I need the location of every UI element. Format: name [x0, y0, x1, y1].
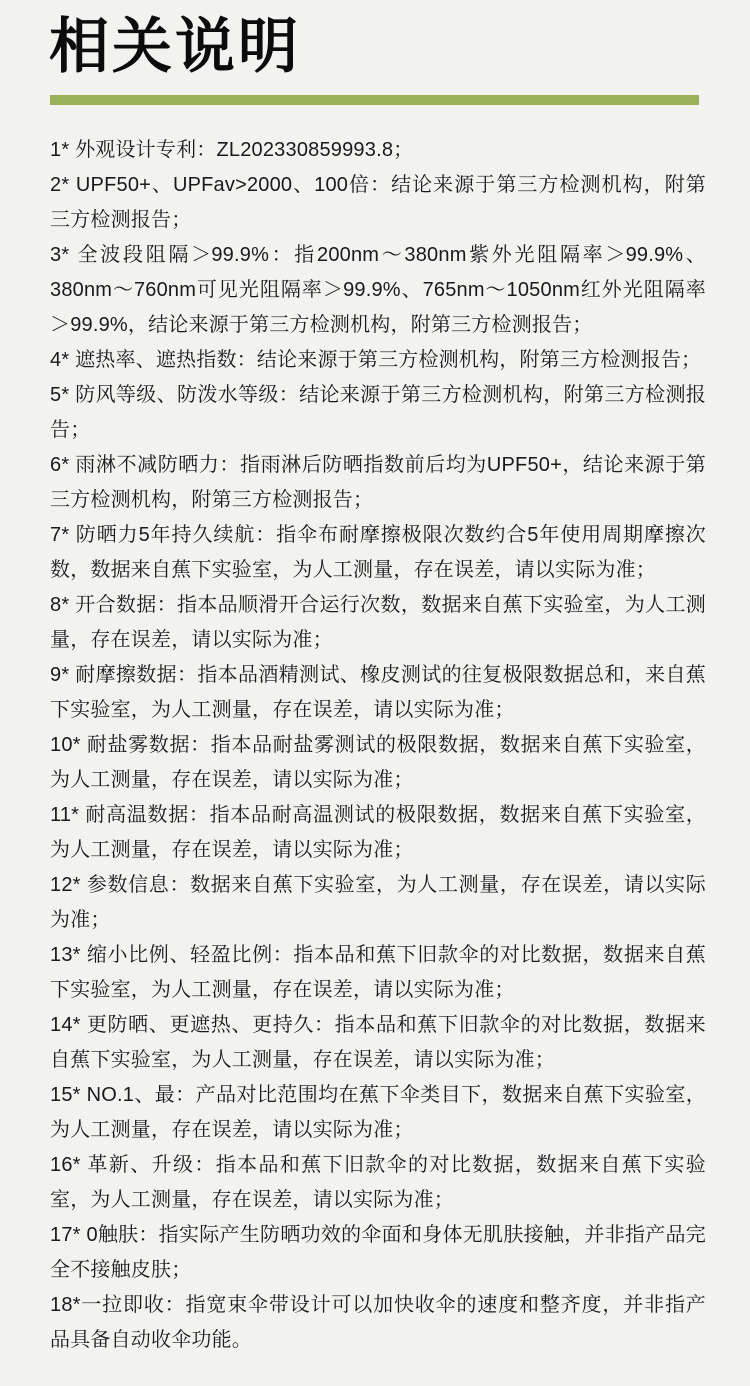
note-item-17: 17* 0触肤：指实际产生防晒功效的伞面和身体无肌肤接触，并非指产品完全不接触皮肤；: [50, 1224, 706, 1281]
notes-list: [50, 133, 706, 1358]
note-item-12: 12* 参数信息：数据来自蕉下实验室，为人工测量，存在误差，请以实际为准；: [50, 874, 706, 931]
note-item-18: 18*一拉即收：指宽束伞带设计可以加快收伞的速度和整齐度，并非指产品具备自动收伞功能。: [50, 1294, 706, 1351]
page-title: 相关说明: [49, 13, 301, 80]
title-underline-bar: [50, 95, 699, 105]
note-item-2: 2* UPF50+、UPFav>2000、100倍：结论来源于第三方检测机构，附第三方检测报告；: [50, 174, 706, 231]
note-item-8: 8* 开合数据：指本品顺滑开合运行次数，数据来自蕉下实验室，为人工测量，存在误差，请以实际为准；: [50, 594, 706, 651]
note-item-6: 6* 雨淋不减防晒力：指雨淋后防晒指数前后均为UPF50+，结论来源于第三方检测机构，附第三方检测报告；: [50, 454, 706, 511]
note-item-7: 7* 防晒力5年持久续航：指伞布耐摩擦极限次数约合5年使用周期摩擦次数，数据来自蕉下实验室，为人工测量，存在误差，请以实际为准；: [50, 524, 706, 581]
note-item-9: 9* 耐摩擦数据：指本品酒精测试、橡皮测试的往复极限数据总和，来自蕉下实验室，为人工测量，存在误差，请以实际为准；: [50, 664, 706, 721]
note-item-3: 3* 全波段阻隔＞99.9%：指200nm～380nm紫外光阻隔率＞99.9%、380nm～760nm可见光阻隔率＞99.9%、765nm～1050nm红外光阻隔率＞99.9%，结论来源于第三方检测机构，附第三方检测报告；: [50, 244, 706, 336]
note-item-1: 1* 外观设计专利：ZL202330859993.8；: [50, 139, 414, 161]
note-item-10: 10* 耐盐雾数据：指本品耐盐雾测试的极限数据，数据来自蕉下实验室，为人工测量，存在误差，请以实际为准；: [50, 734, 706, 791]
note-item-14: 14* 更防晒、更遮热、更持久：指本品和蕉下旧款伞的对比数据，数据来自蕉下实验室，为人工测量，存在误差，请以实际为准；: [50, 1014, 706, 1071]
note-item-16: 16* 革新、升级：指本品和蕉下旧款伞的对比数据，数据来自蕉下实验室，为人工测量，存在误差，请以实际为准；: [50, 1154, 706, 1211]
note-item-13: 13* 缩小比例、轻盈比例：指本品和蕉下旧款伞的对比数据，数据来自蕉下实验室，为人工测量，存在误差，请以实际为准；: [50, 944, 706, 1001]
note-item-11: 11* 耐高温数据：指本品耐高温测试的极限数据，数据来自蕉下实验室，为人工测量，存在误差，请以实际为准；: [50, 804, 706, 861]
note-item-15: 15* NO.1、最：产品对比范围均在蕉下伞类目下，数据来自蕉下实验室，为人工测量，存在误差，请以实际为准；: [50, 1084, 706, 1141]
note-item-4: 4* 遮热率、遮热指数：结论来源于第三方检测机构，附第三方检测报告；: [50, 349, 702, 371]
note-item-5: 5* 防风等级、防泼水等级：结论来源于第三方检测机构，附第三方检测报告；: [50, 384, 706, 441]
